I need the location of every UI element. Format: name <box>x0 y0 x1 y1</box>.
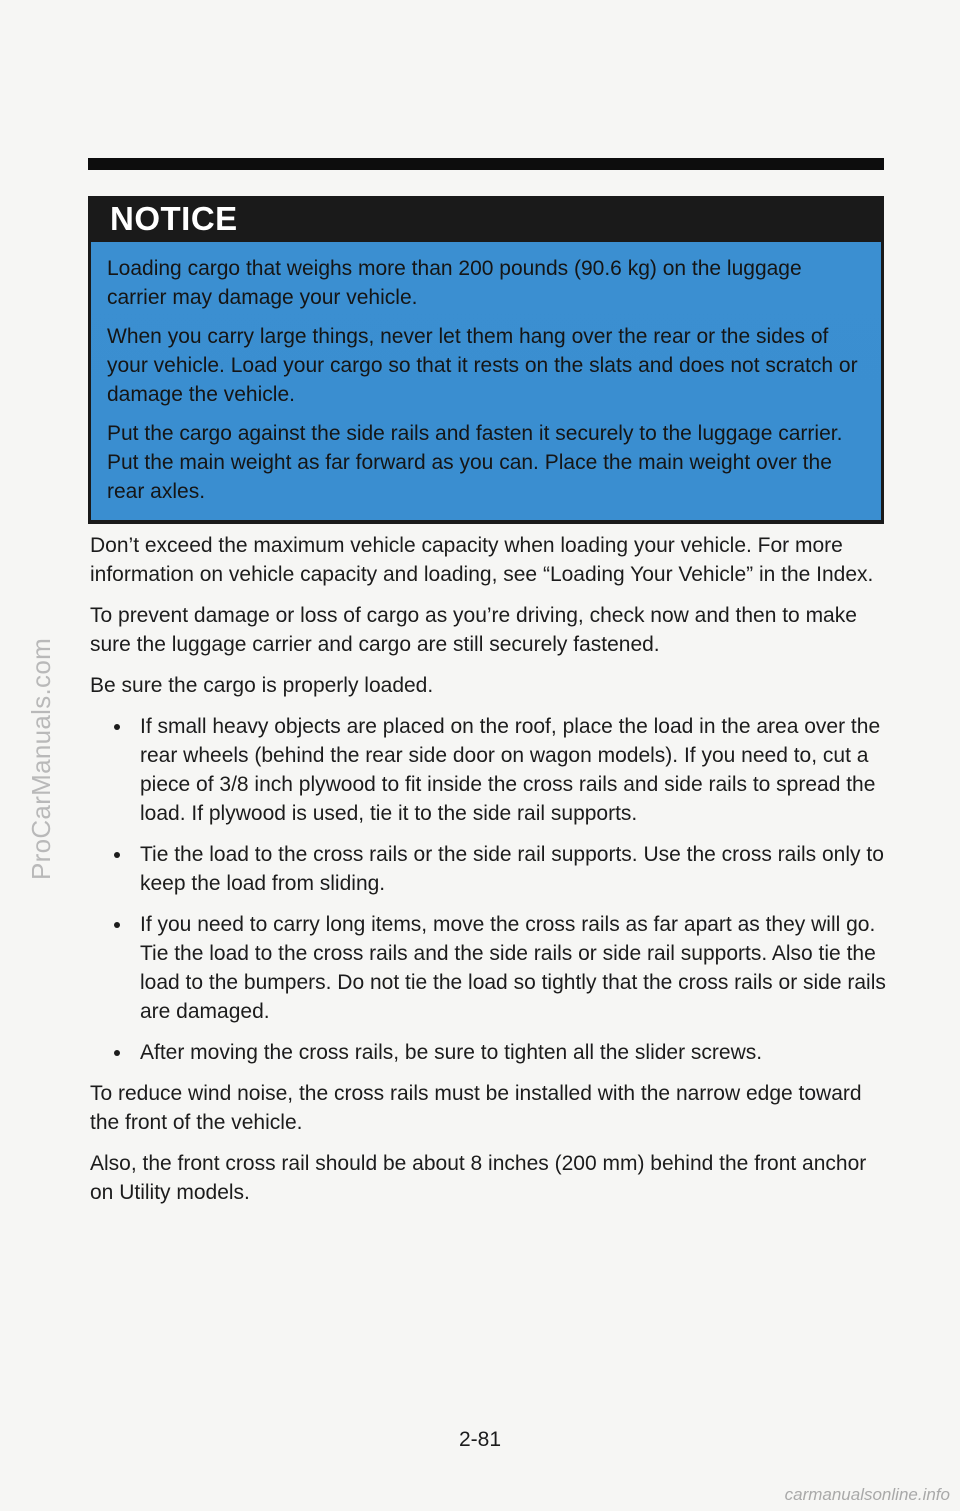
notice-title: NOTICE <box>110 200 238 237</box>
notice-box <box>88 196 884 524</box>
top-rule <box>88 158 884 170</box>
page-number: 2-81 <box>458 1428 502 1451</box>
list-item-text: If small heavy objects are placed on the roof, place the load in the area over the rear wheels (behind the rear side door on wagon models). If you need to, cut a piece of 3/8 inch plywood to fit inside the cross rails and side rails to spread the load. If plywood is used, tie it to the side rail supports. <box>140 715 881 825</box>
list-item <box>90 840 890 898</box>
bullet-icon <box>114 1050 120 1056</box>
side-watermark: ProCarManuals.com <box>26 637 56 880</box>
notice-paragraph: Put the cargo against the side rails and fasten it securely to the luggage carrier. Put the main weight as far forward as you can. Place the main weight over the rear axles. <box>107 422 843 503</box>
body-paragraph: Be sure the cargo is properly loaded. <box>90 674 434 697</box>
list-item-text: If you need to carry long items, move the cross rails as far apart as they will go. Tie the load to the cross rails and the side rails or side rail supports. Also tie the load to the bumpers. Do not tie the load so tightly that the cross rails or side rails are damaged. <box>140 913 886 1023</box>
notice-paragraph: Loading cargo that weighs more than 200 pounds (90.6 kg) on the luggage carrier may damage your vehicle. <box>107 257 802 309</box>
list-item <box>90 1038 890 1067</box>
list-item-text: After moving the cross rails, be sure to tighten all the slider screws. <box>140 1041 763 1064</box>
notice-header <box>88 196 884 242</box>
list-item <box>90 712 890 828</box>
list-item-text: Tie the load to the cross rails or the side rail supports. Use the cross rails only to keep the load from sliding. <box>140 843 884 895</box>
bottom-watermark: carmanualsonline.info <box>784 1485 950 1504</box>
bullet-list <box>90 712 890 1067</box>
body-paragraph: Also, the front cross rail should be about 8 inches (200 mm) behind the front anchor on Utility models. <box>90 1152 867 1204</box>
notice-body <box>91 242 881 520</box>
body-paragraph: To prevent damage or loss of cargo as you’re driving, check now and then to make sure the luggage carrier and cargo are still securely fastened. <box>90 604 857 656</box>
bullet-icon <box>114 922 120 928</box>
notice-paragraph: When you carry large things, never let them hang over the rear or the sides of your vehicle. Load your cargo so that it rests on the slats and does not scratch or damage the vehicle. <box>107 325 858 406</box>
list-item <box>90 910 890 1026</box>
body-paragraph: To reduce wind noise, the cross rails must be installed with the narrow edge toward the front of the vehicle. <box>90 1082 862 1134</box>
body-paragraph: Don’t exceed the maximum vehicle capacity when loading your vehicle. For more information on vehicle capacity and loading, see “Loading Your Vehicle” in the Index. <box>90 534 874 586</box>
bullet-icon <box>114 724 120 730</box>
bullet-icon <box>114 852 120 858</box>
main-content <box>90 531 890 1219</box>
